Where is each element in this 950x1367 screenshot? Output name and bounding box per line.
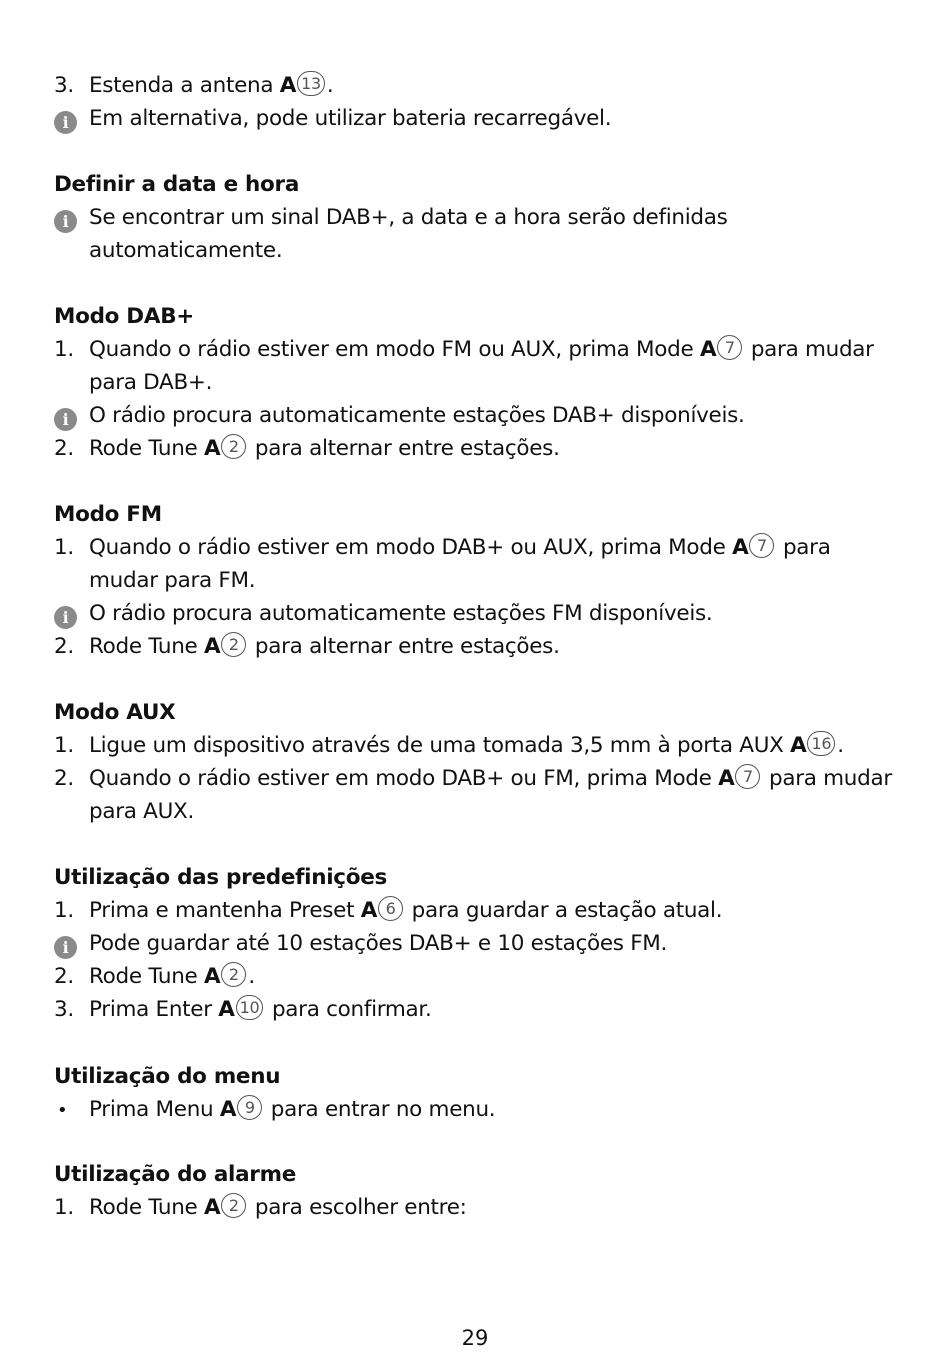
note-text: Pode guardar até 10 estações DAB+ e 10 estações FM. <box>89 931 668 956</box>
step-text: Prima e mantenha Preset <box>89 898 361 923</box>
step-number: 1. <box>54 898 74 923</box>
step-text: Quando o rádio estiver em modo DAB+ ou AUX, prima Mode <box>89 535 733 560</box>
page-number: 29 <box>461 1326 489 1350</box>
step-text-end: . <box>248 964 255 989</box>
step-2-dab <box>54 432 910 465</box>
info-note-fm-search <box>54 597 910 630</box>
section-heading-aux-mode: Modo AUX <box>54 700 176 725</box>
step-1-fm <box>54 531 910 564</box>
step-number: 2. <box>54 766 74 791</box>
section-heading-presets: Utilização das predefinições <box>54 865 387 890</box>
part-number-badge: 9 <box>237 1095 262 1120</box>
step-number: 2. <box>54 634 74 659</box>
step-2-presets <box>54 960 910 993</box>
step-text-end: para mudar <box>744 337 874 362</box>
figure-ref: A <box>732 535 749 560</box>
step-text-end: para <box>776 535 831 560</box>
part-number-badge: 6 <box>378 896 403 921</box>
step-text: Rode Tune <box>89 964 205 989</box>
step-text: Prima Menu <box>89 1097 220 1122</box>
part-number-badge: 7 <box>717 335 742 360</box>
figure-ref: A <box>218 997 235 1022</box>
info-icon: i <box>54 210 77 233</box>
figure-ref: A <box>204 436 221 461</box>
section-heading-menu: Utilização do menu <box>54 1064 281 1089</box>
part-number-badge: 13 <box>297 71 325 96</box>
section-heading-alarm: Utilização do alarme <box>54 1162 296 1187</box>
note-continuation: automaticamente. <box>89 238 283 263</box>
step-text: Estenda a antena <box>89 73 280 98</box>
info-note-dab-signal <box>54 201 910 234</box>
step-number: 1. <box>54 535 74 560</box>
step-continuation: mudar para FM. <box>89 568 256 593</box>
step-text: Rode Tune <box>89 1195 205 1220</box>
part-number-badge: 2 <box>221 962 246 987</box>
step-text-end: para escolher entre: <box>248 1195 467 1220</box>
note-text: O rádio procura automaticamente estações DAB+ disponíveis. <box>89 403 745 428</box>
part-number-badge: 2 <box>221 1193 246 1218</box>
step-text-end: . <box>837 733 844 758</box>
figure-ref: A <box>204 634 221 659</box>
info-note-preset-limit <box>54 927 910 960</box>
step-text-end: para entrar no menu. <box>264 1097 496 1122</box>
step-text: Quando o rádio estiver em modo DAB+ ou FM, prima Mode <box>89 766 719 791</box>
section-heading-fm-mode: Modo FM <box>54 502 162 527</box>
step-number: 1. <box>54 733 74 758</box>
info-icon: i <box>54 936 77 959</box>
figure-ref: A <box>360 898 378 923</box>
step-number: 1. <box>54 1195 74 1220</box>
info-icon: i <box>54 408 77 431</box>
section-heading-dab-mode: Modo DAB+ <box>54 304 195 329</box>
bullet: • <box>57 1100 68 1121</box>
figure-ref: A <box>204 1195 221 1220</box>
step-2-aux <box>54 762 910 795</box>
step-text-end: para alternar entre estações. <box>248 634 560 659</box>
part-number-badge: 16 <box>807 731 835 756</box>
part-number-badge: 10 <box>236 995 264 1020</box>
step-text-end: para alternar entre estações. <box>248 436 560 461</box>
step-1-aux <box>54 729 910 762</box>
step-3-extend-antenna <box>54 69 910 102</box>
step-text: Rode Tune <box>89 436 205 461</box>
step-number: 2. <box>54 436 74 461</box>
info-note-battery <box>54 102 910 135</box>
figure-ref: A <box>279 73 297 98</box>
part-number-badge: 2 <box>221 632 246 657</box>
figure-ref: A <box>204 964 221 989</box>
step-continuation: para AUX. <box>89 799 194 824</box>
step-text: Quando o rádio estiver em modo FM ou AUX, prima Mode <box>89 337 700 362</box>
note-text: Se encontrar um sinal DAB+, a data e a hora serão definidas <box>89 205 728 230</box>
bullet-menu <box>54 1093 910 1126</box>
figure-ref: A <box>790 733 807 758</box>
info-note-dab-search <box>54 399 910 432</box>
step-text-end: . <box>326 73 334 98</box>
step-1-presets <box>54 894 910 927</box>
step-text-end: para guardar a estação atual. <box>405 898 723 923</box>
part-number-badge: 2 <box>221 434 246 459</box>
step-continuation: para DAB+. <box>89 370 213 395</box>
step-text: Rode Tune <box>89 634 205 659</box>
step-number: 3. <box>54 997 74 1022</box>
info-icon: i <box>54 606 77 629</box>
note-text: Em alternativa, pode utilizar bateria recarregável. <box>89 106 612 131</box>
part-number-badge: 7 <box>735 764 760 789</box>
step-text: Prima Enter <box>89 997 219 1022</box>
section-heading-date-time: Definir a data e hora <box>54 172 300 197</box>
step-1-alarm <box>54 1191 910 1224</box>
step-2-fm <box>54 630 910 663</box>
step-text-end: para mudar <box>762 766 892 791</box>
step-text: Ligue um dispositivo através de uma tomada 3,5 mm à porta AUX <box>89 733 791 758</box>
step-text-end: para confirmar. <box>265 997 432 1022</box>
part-number-badge: 7 <box>749 533 774 558</box>
figure-ref: A <box>219 1097 237 1122</box>
note-text: O rádio procura automaticamente estações FM disponíveis. <box>89 601 713 626</box>
step-1-dab <box>54 333 910 366</box>
step-3-presets <box>54 993 910 1026</box>
step-number: 2. <box>54 964 74 989</box>
step-number: 3. <box>54 73 74 98</box>
step-number: 1. <box>54 337 74 362</box>
figure-ref: A <box>699 337 717 362</box>
figure-ref: A <box>718 766 735 791</box>
info-icon: i <box>54 111 77 134</box>
